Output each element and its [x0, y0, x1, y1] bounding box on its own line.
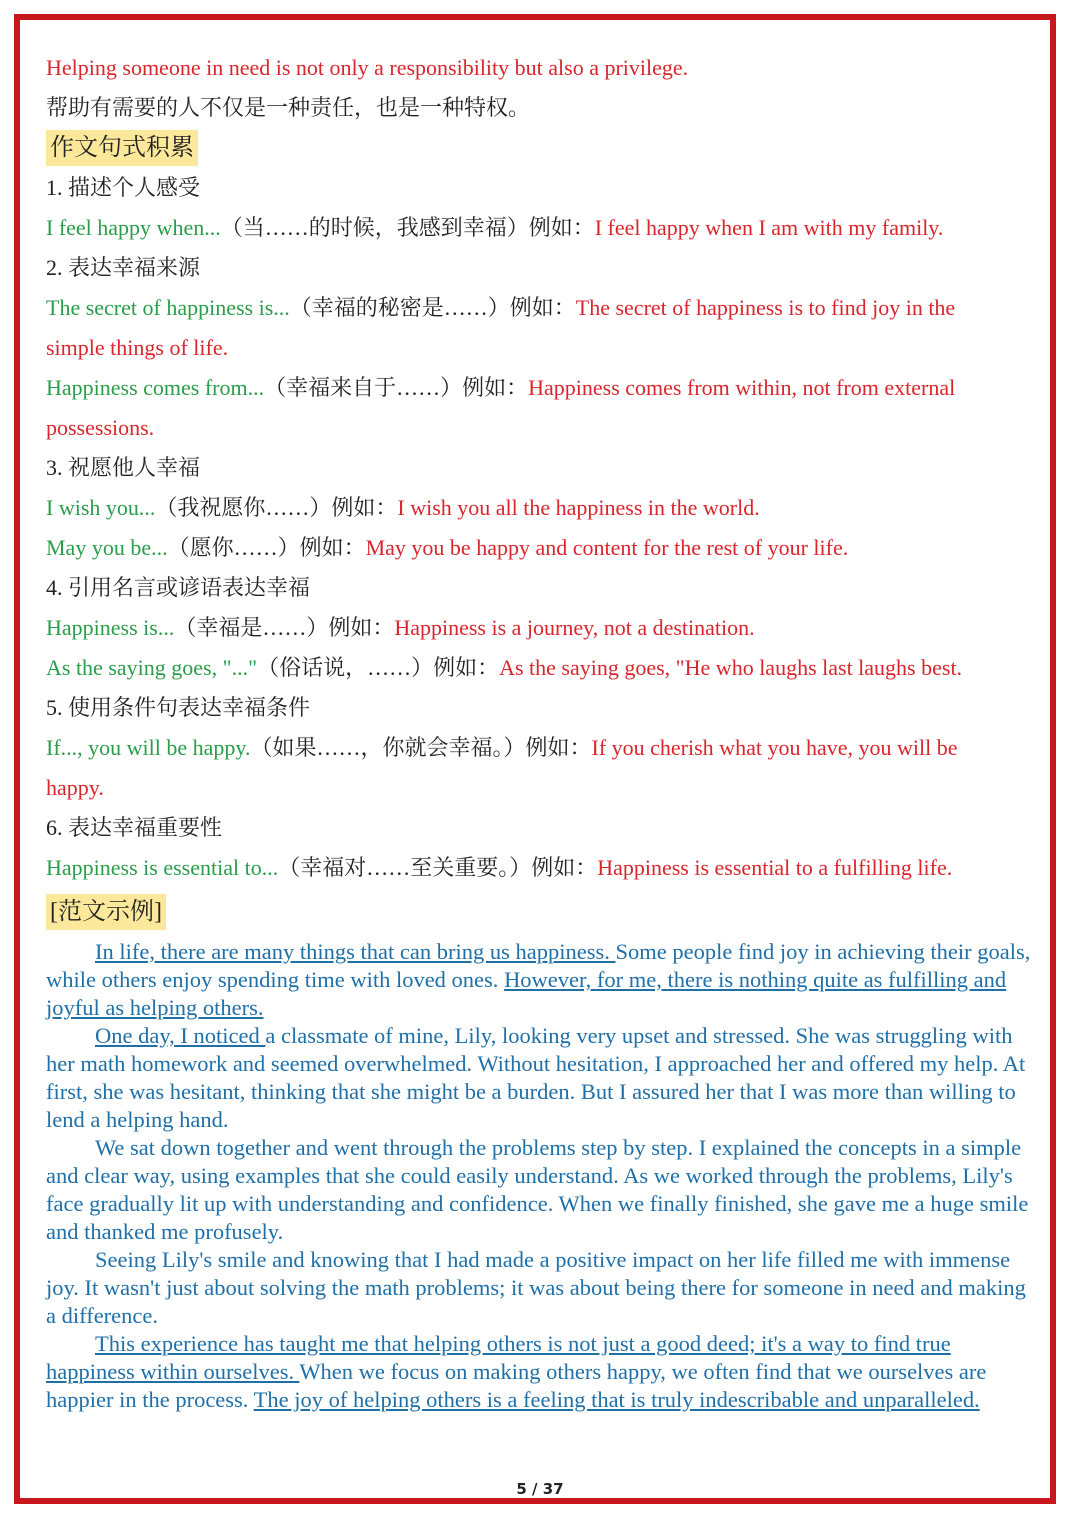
item-heading-5: 5. 使用条件句表达幸福条件: [46, 695, 311, 720]
pattern-translation: （幸福是……）例如：: [174, 615, 395, 640]
essay-sentence: Seeing Lily's smile and knowing that I had made a positive impact on her life filled me with immense joy. It wasn't just about solving the math problems; it was about being there for someone in need and making a difference.: [46, 1247, 1026, 1328]
pattern-text: I wish you...: [46, 495, 156, 520]
pattern-translation: （幸福对……至关重要。）例如：: [278, 855, 598, 880]
pattern-line: [46, 648, 1036, 688]
pattern-example-continued: possessions.: [46, 415, 155, 440]
pattern-translation: （当……的时候，我感到幸福）例如：: [220, 215, 595, 240]
pattern-example: If you cherish what you have, you will be: [591, 735, 958, 760]
pattern-text: The secret of happiness is...: [46, 295, 290, 320]
essay-underlined-sentence: In life, there are many things that can bring us happiness.: [95, 939, 616, 964]
essay-paragraph-1: [46, 938, 1036, 1022]
sample-essay: [46, 938, 1036, 1414]
essay-sentence: We sat down together and went through the problems step by step. I explained the concepts in a simple and clear way, using examples that she could easily understand. As we worked through the problems, Lily's face gradually lit up with understanding and confidence. When we finally finished, she gave me a huge smile and thanked me profusely.: [46, 1135, 1029, 1244]
pattern-line: [46, 608, 1036, 648]
pattern-line: [46, 728, 1036, 768]
intro-english: Helping someone in need is not only a responsibility but also a privilege.: [46, 55, 689, 80]
essay-sentence: Some people find joy in achieving their goals, while others enjoy spending time with loved ones.: [46, 939, 1031, 992]
section-title: 作文句式积累: [46, 130, 198, 166]
item-heading-6: 6. 表达幸福重要性: [46, 815, 223, 840]
essay-paragraph-3: [46, 1134, 1036, 1246]
pattern-example-continued: happy.: [46, 775, 104, 800]
pattern-line: [46, 288, 1036, 328]
pattern-example: As the saying goes, "He who laughs last laughs best.: [499, 655, 963, 680]
essay-paragraph-5: [46, 1330, 1036, 1414]
pattern-line: [46, 368, 1036, 408]
sample-essay-title: [范文示例]: [46, 894, 166, 930]
pattern-translation: （幸福来自于……）例如：: [264, 375, 529, 400]
essay-underlined-sentence: However, for me, there is nothing quite as fulfilling and joyful as helping others.: [46, 967, 1007, 1020]
pattern-example: The secret of happiness is to find joy in the: [575, 295, 956, 320]
pattern-example: May you be happy and content for the rest of your life.: [365, 535, 849, 560]
item-heading-3: 3. 祝愿他人幸福: [46, 455, 201, 480]
pattern-line: [46, 528, 1036, 568]
intro-chinese: 帮助有需要的人不仅是一种责任，也是一种特权。: [46, 95, 531, 120]
pattern-translation: （如果……，你就会幸福。）例如：: [250, 735, 592, 760]
pattern-text: May you be...: [46, 535, 168, 560]
item-heading-4: 4. 引用名言或谚语表达幸福: [46, 575, 311, 600]
essay-paragraph-4: [46, 1246, 1036, 1330]
pattern-text: If..., you will be happy.: [46, 735, 251, 760]
pattern-translation: （幸福的秘密是……）例如：: [289, 295, 576, 320]
pattern-translation: （我祝愿你……）例如：: [155, 495, 398, 520]
essay-underlined-sentence: This experience has taught me that helping others is not just a good deed; it's a way to find true happiness within ourselves.: [46, 1331, 951, 1384]
page-number: 5 / 37: [516, 1480, 564, 1498]
pattern-example: I feel happy when I am with my family.: [594, 215, 944, 240]
pattern-example: Happiness is essential to a fulfilling life.: [597, 855, 953, 880]
pattern-text: I feel happy when...: [46, 215, 221, 240]
pattern-translation: （愿你……）例如：: [167, 535, 366, 560]
pattern-example: Happiness is a journey, not a destination.: [394, 615, 755, 640]
pattern-example: Happiness comes from within, not from external: [528, 375, 956, 400]
pattern-line: [46, 488, 1036, 528]
page-content: [46, 48, 1036, 1414]
pattern-example: I wish you all the happiness in the world.: [397, 495, 760, 520]
pattern-example-continued: simple things of life.: [46, 335, 229, 360]
pattern-line: [46, 208, 1036, 248]
pattern-text: As the saying goes, "...": [46, 655, 258, 680]
pattern-line: [46, 848, 1036, 888]
essay-sentence: When we focus on making others happy, we often find that we ourselves are happier in the process.: [46, 1359, 987, 1412]
item-heading-2: 2. 表达幸福来源: [46, 255, 201, 280]
essay-paragraph-2: [46, 1022, 1036, 1134]
pattern-text: Happiness comes from...: [46, 375, 265, 400]
pattern-text: Happiness is...: [46, 615, 175, 640]
essay-underlined-sentence: The joy of helping others is a feeling that is truly indescribable and unparalleled.: [253, 1387, 980, 1412]
essay-sentence: a classmate of mine, Lily, looking very upset and stressed. She was struggling with her math homework and seemed overwhelmed. Without hesitation, I approached her and offered my help. At first, she was hesitant, thinking that she might be a burden. But I assured her that I was more than willing to lend a helping hand.: [46, 1023, 1026, 1132]
item-heading-1: 1. 描述个人感受: [46, 175, 201, 200]
essay-underlined-sentence: One day, I noticed: [95, 1023, 266, 1048]
pattern-translation: （俗话说，……）例如：: [257, 655, 500, 680]
pattern-text: Happiness is essential to...: [46, 855, 279, 880]
